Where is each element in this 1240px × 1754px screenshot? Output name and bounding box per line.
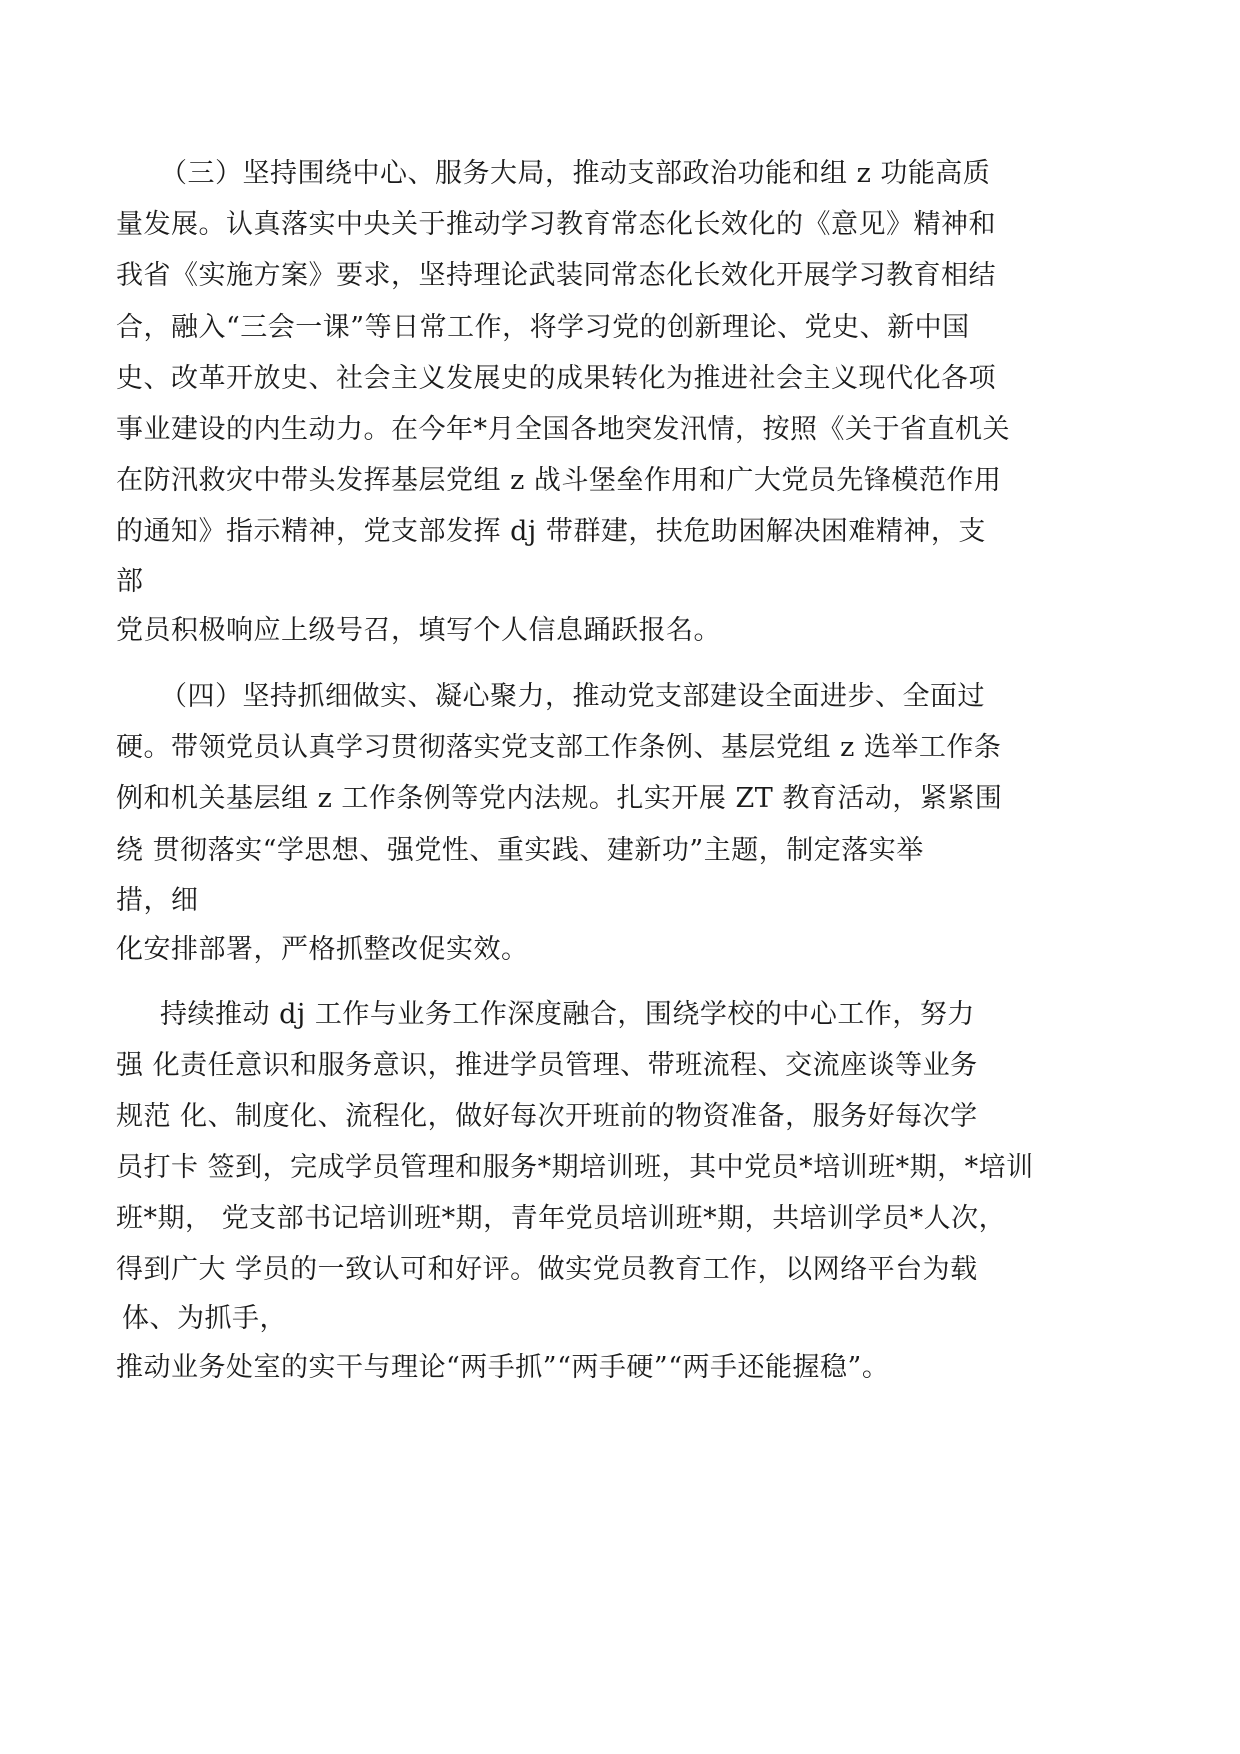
text-line: 事业建设的内生动力。在今年*月全国各地突发汛情，按照《关于省直机关	[116, 414, 1010, 445]
text-line: 在防汛救灾中带头发挥基层党组 z 战斗堡垒作用和广大党员先锋模范作用	[116, 465, 1002, 496]
text-line: 化安排部署，严格抓整改促实效。	[116, 934, 529, 965]
text-line: 党员积极响应上级号召，填写个人信息踊跃报名。	[116, 615, 721, 646]
text-line: 体、为抓手，	[122, 1303, 287, 1334]
text-line: 量发展。认真落实中央关于推动学习教育常态化长效化的《意见》精神和	[116, 209, 996, 240]
text-line: 史、改革开放史、社会主义发展史的成果转化为推进社会主义现代化各项	[116, 363, 996, 394]
text-line: （四）坚持抓细做实、凝心聚力，推动党支部建设全面进步、全面过	[160, 681, 985, 712]
text-line: 强 化责任意识和服务意识，推进学员管理、带班流程、交流座谈等业务	[116, 1050, 978, 1081]
text-line: 硬。带领党员认真学习贯彻落实党支部工作条例、基层党组 z 选举工作条	[116, 732, 1002, 763]
text-line: 合，融入“三会一课”等日常工作，将学习党的创新理论、党史、新中国	[116, 312, 970, 343]
text-line: 部	[116, 566, 144, 597]
text-line: 班*期， 党支部书记培训班*期，青年党员培训班*期，共培训学员*人次，	[116, 1203, 1007, 1234]
text-line: 措，细	[116, 885, 199, 916]
text-line: 得到广大 学员的一致认可和好评。做实党员教育工作，以网络平台为载	[116, 1254, 978, 1285]
text-line: 例和机关基层组 z 工作条例等党内法规。扎实开展 ZT 教育活动，紧紧围	[116, 783, 1003, 814]
text-line: 员打卡 签到，完成学员管理和服务*期培训班，其中党员*培训班*期，*培训	[116, 1152, 1034, 1183]
text-line: 的通知》指示精神，党支部发挥 dj 带群建，扶危助困解决困难精神，支	[116, 516, 986, 547]
text-line: 绕 贯彻落实“学思想、强党性、重实践、建新功”主题，制定落实举	[116, 835, 924, 866]
text-line: 持续推动 dj 工作与业务工作深度融合，围绕学校的中心工作，努力	[160, 999, 975, 1030]
text-line: 规范 化、制度化、流程化，做好每次开班前的物资准备，服务好每次学	[116, 1101, 978, 1132]
text-line: 推动业务处室的实干与理论“两手抓”“两手硬”“两手还能握稳”。	[116, 1352, 890, 1383]
text-line: 我省《实施方案》要求，坚持理论武装同常态化长效化开展学习教育相结	[116, 260, 996, 291]
text-line: （三）坚持围绕中心、服务大局，推动支部政治功能和组 z 功能高质	[160, 158, 991, 189]
